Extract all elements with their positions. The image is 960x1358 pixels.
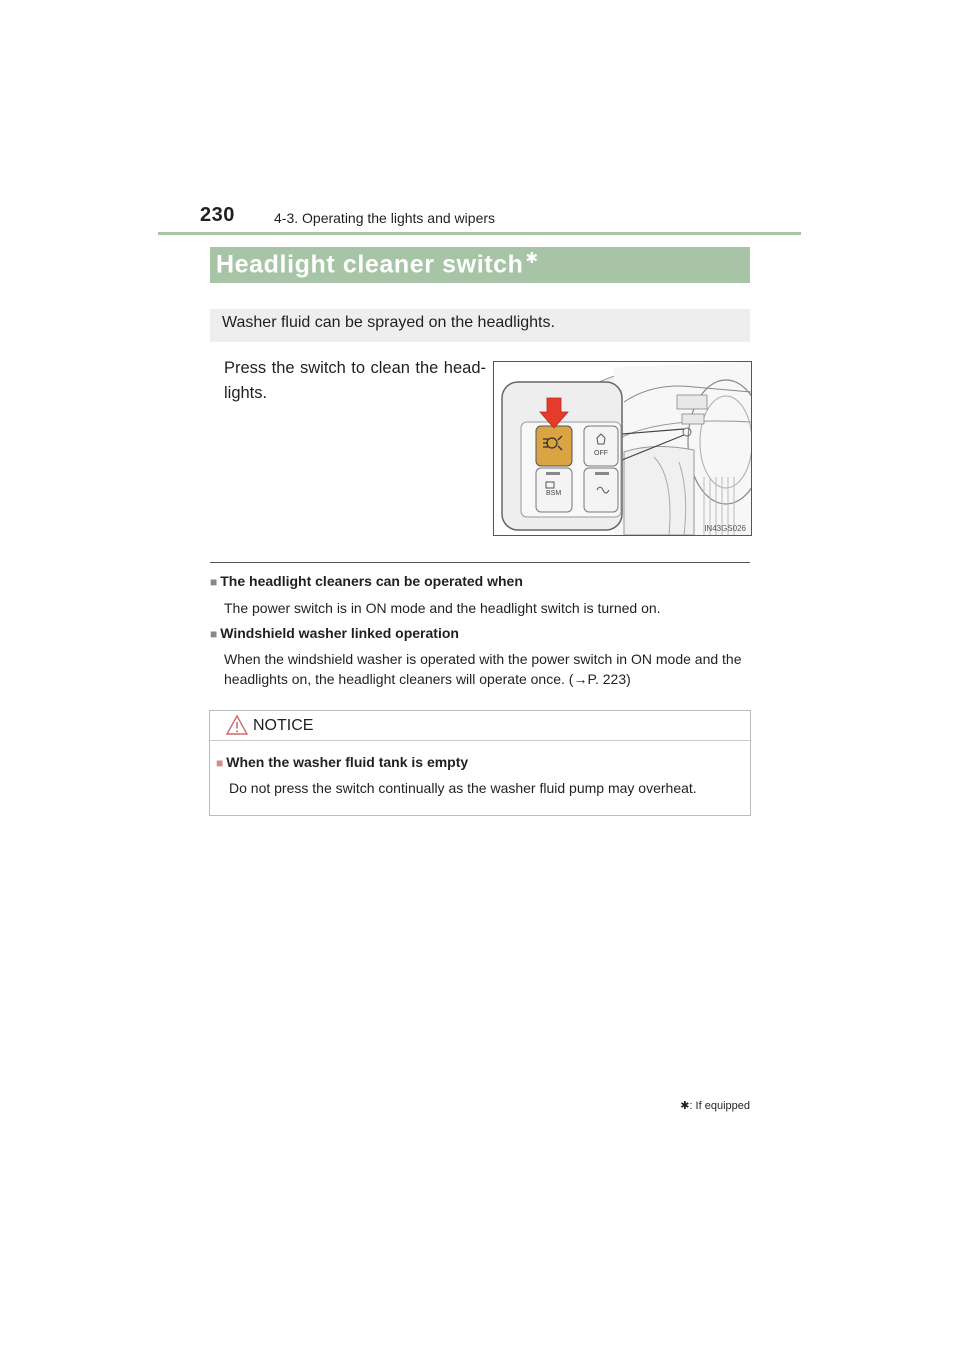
intro-text: Washer fluid can be sprayed on the headlights. [222,314,555,331]
notice-label: NOTICE [253,717,314,734]
notes-divider [210,562,750,563]
notice-body: Do not press the switch continually as the washer fluid pump may overheat. [229,780,697,796]
note-body-2: When the windshield washer is operated with the power switch in ON mode and the headlights on, the headlight cleaners will operate once. (→P. 223) [224,651,742,687]
notice-divider [210,740,750,741]
page-number: 230 [200,204,235,226]
section-title: 4-3. Operating the lights and wipers [274,210,496,226]
off-label: OFF [594,450,608,457]
notice-box [209,710,751,816]
if-equipped-marker: ✱ [525,250,539,267]
bsm-label: BSM [546,490,562,497]
square-bullet-icon: ■ [210,575,218,589]
warning-triangle-icon [225,714,249,736]
page-title [216,249,539,279]
body-text: Press the switch to clean the head-lights. [224,359,486,402]
note-heading-1-text: The headlight cleaners can be operated when [220,573,523,589]
footnote-marker: ✱ [680,1100,690,1112]
square-bullet-icon: ■ [216,756,224,770]
note-heading-2-text: Windshield washer linked operation [220,625,459,641]
switch-illustration-graphic [494,362,751,535]
note-heading-2 [210,625,459,641]
header-divider [158,232,801,235]
footnote-text: : If equipped [689,1100,750,1112]
footnote [650,1099,750,1112]
note-body-1: The power switch is in ON mode and the headlight switch is turned on. [224,600,661,616]
notice-heading [216,754,468,770]
notice-heading-text: When the washer fluid tank is empty [226,754,469,770]
figure-code: IN43GS026 [704,524,746,533]
square-bullet-icon: ■ [210,627,218,641]
note-heading-1 [210,573,523,589]
switch-illustration [493,361,752,536]
page-title-text: Headlight cleaner switch [216,250,524,279]
